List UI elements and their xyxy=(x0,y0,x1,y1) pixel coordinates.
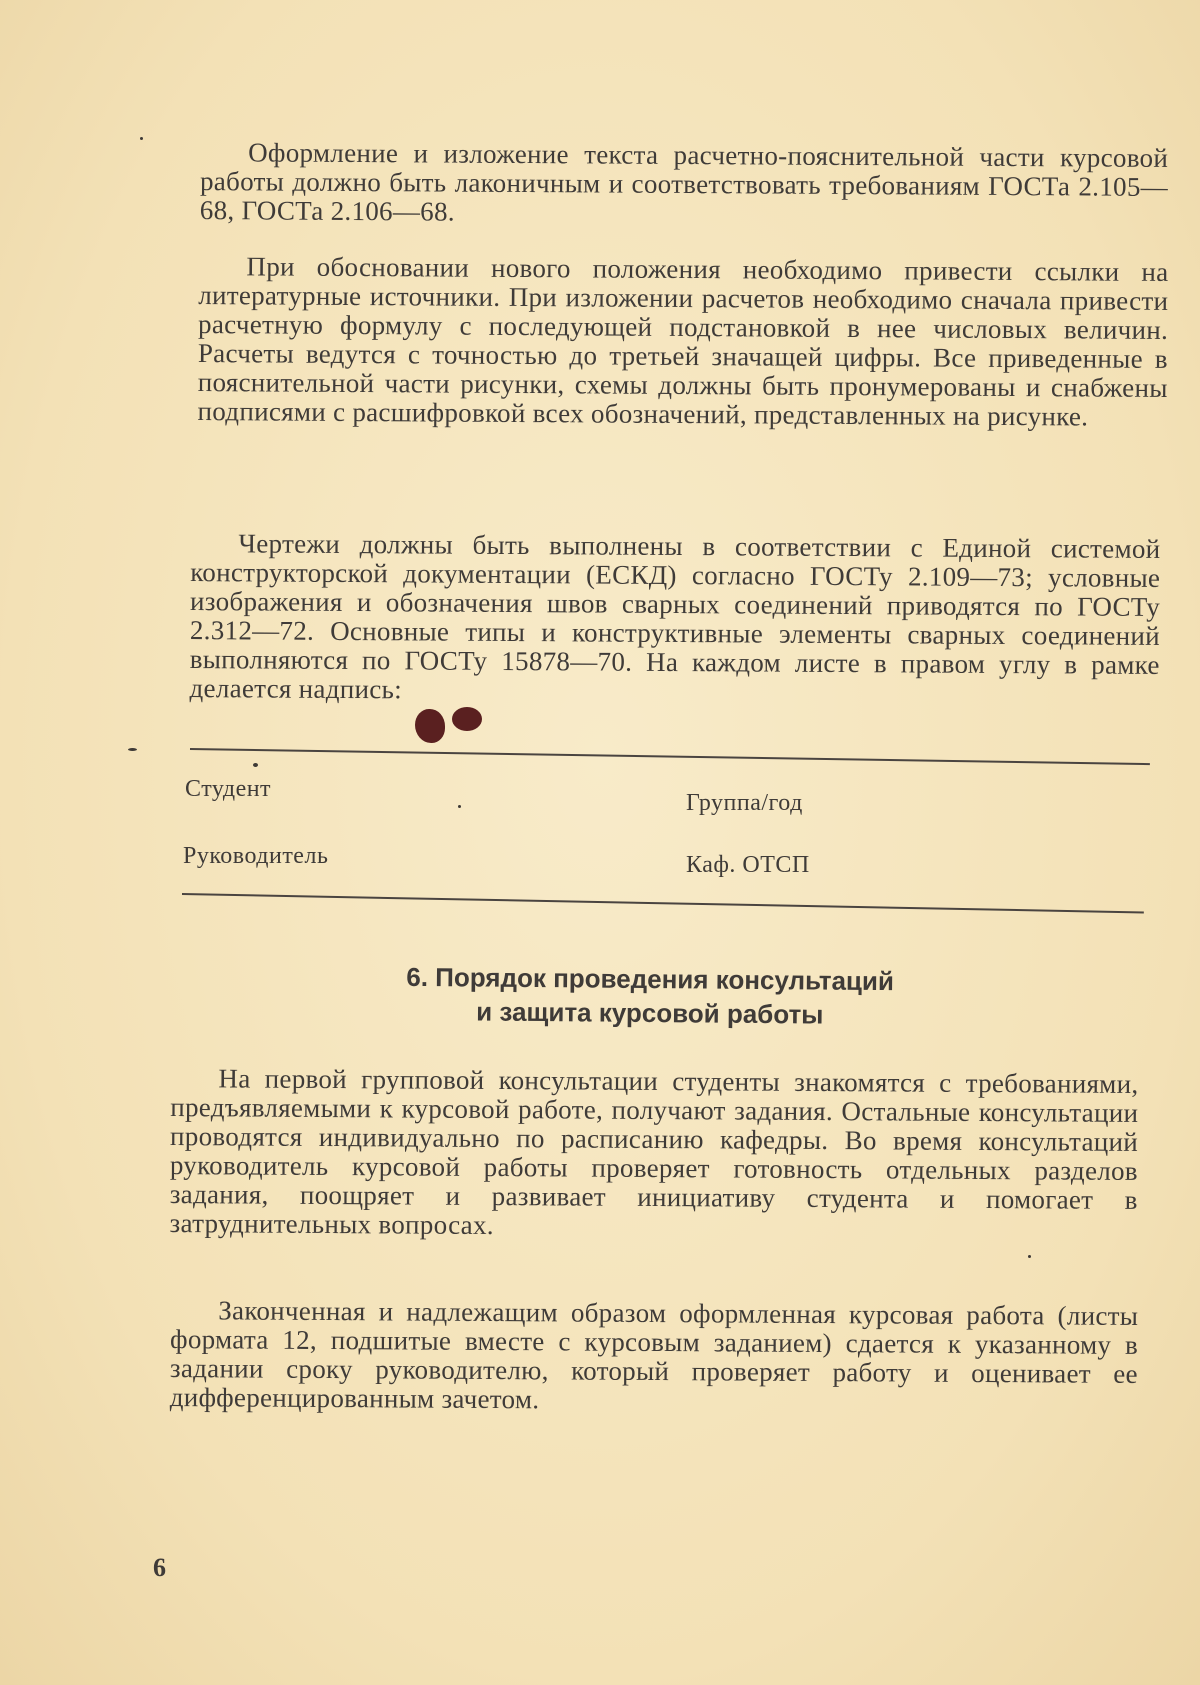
stamp-group-year-label: Группа/год xyxy=(686,790,803,816)
page-number: 6 xyxy=(153,1553,166,1582)
paragraph-consultations: На первой групповой консультации студенты знакомятся с требованиями, предъявляемыми к курсовой работе, получают задания. Остальные консультации проводятся индивидуально по расписанию кафедры. Во время консультаций руководитель курсовой работы проверяет готовность отдельных разделов задания, поощряет и развивает инициативу студента и помогает в затруднительных вопросах. xyxy=(169,1063,1139,1241)
ink-blot xyxy=(452,707,482,731)
paper-speck xyxy=(128,748,137,751)
paper-speck xyxy=(1028,1255,1031,1258)
section-heading xyxy=(330,959,971,1033)
paragraph-formatting-requirements: Оформление и изложение текста расчетно-пояснительной части курсовой работы должно быть лаконичным и соответствовать требованиям ГОСТа 2.105—68, ГОСТа 2.106—68. xyxy=(199,137,1169,227)
paper-speck xyxy=(458,805,461,808)
paper-speck xyxy=(140,137,143,140)
stamp-department-label: Каф. ОТСП xyxy=(686,852,810,878)
stamp-student-label: Студент xyxy=(185,776,272,802)
section-heading-line-1: 6. Порядок проведения консультаций xyxy=(406,961,895,997)
paper-speck xyxy=(253,763,258,767)
paragraph-references-and-calculations: При обосновании нового положения необходимо привести ссылки на литературные источники. При изложении расчетов необходимо сначала привести расчетную формулу с последующей подстановкой в нее числовых величин. Расчеты ведутся с точностью до третьей значащей цифры. Все приведенные в пояснительной части рисунки, схемы должны быть пронумерованы и снабжены подписями с расшифровкой всех обозначений, представленных на рисунке. xyxy=(197,251,1169,432)
stamp-frame-bottom-rule xyxy=(182,893,1144,913)
ink-blot xyxy=(415,709,445,743)
paragraph-drawings-standards: Чертежи должны быть выполнены в соответствии с Единой системой конструкторской документации (ЕСКД) согласно ГОСТу 2.109—73; условные изображения и обозначения швов сварных соединений приводятся по ГОСТу 2.312—72. Основные типы и конструктивные элементы сварных соединений выполняются по ГОСТу 15878—70. На каждом листе в правом углу в рамке делается надпись: xyxy=(189,528,1161,705)
section-heading-line-2: и защита курсовой работы xyxy=(476,996,824,1030)
paragraph-submission: Законченная и надлежащим образом оформленная курсовая работа (листы формата 12, подшитые вместе с курсовым заданием) сдается к указанному в задании сроку руководителю, который проверяет работу и оценивает ее дифференцированным зачетом. xyxy=(169,1295,1139,1415)
stamp-frame-top-rule xyxy=(190,748,1150,765)
stamp-supervisor-label: Руководитель xyxy=(183,843,329,869)
